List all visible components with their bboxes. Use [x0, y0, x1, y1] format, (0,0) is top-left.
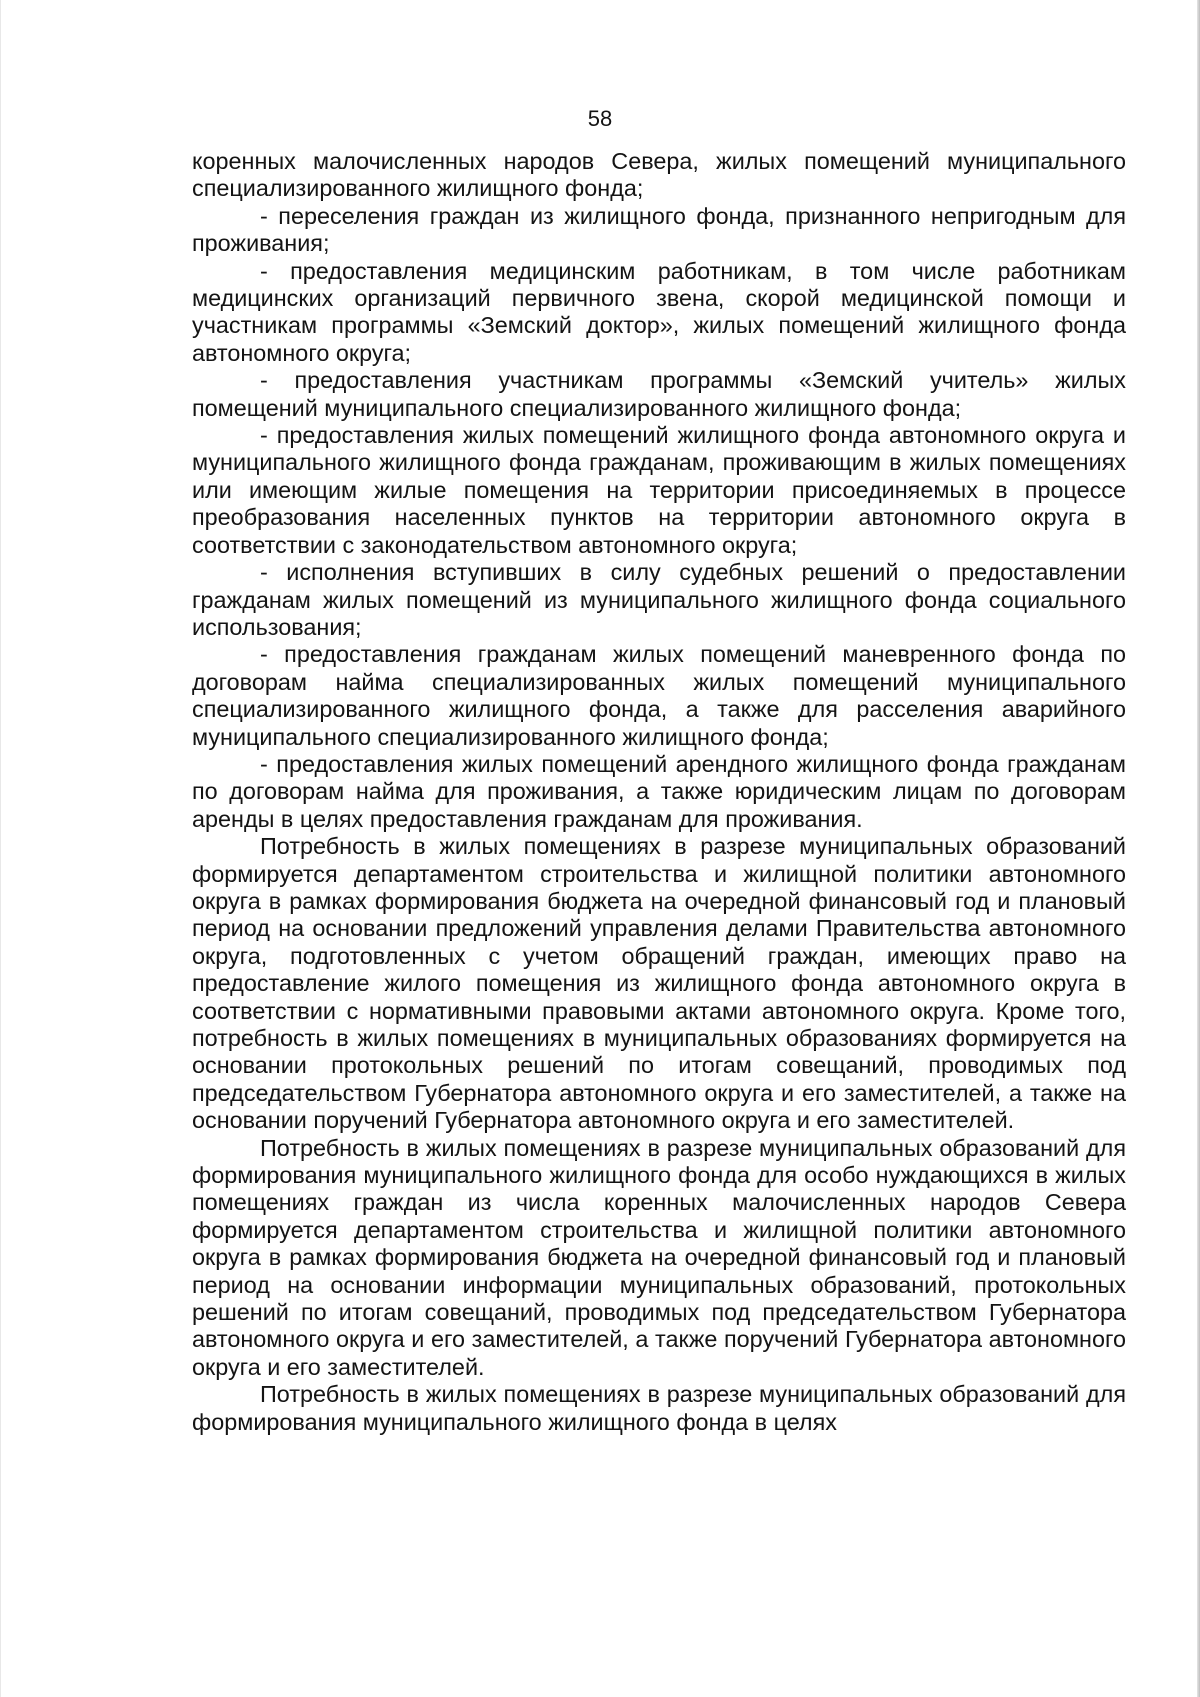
- list-item-paragraph: - предоставления жилых помещений жилищного фонда автономного округа и муниципального жилищного фонда гражданам, проживающим в жилых помещениях или имеющим жилые помещения на территории присоединяемых в процессе преобразования населенных пунктов на территории автономного округа в соответствии с законодательством автономного округа;: [192, 422, 1126, 558]
- document-body: [192, 148, 1126, 1436]
- list-item-paragraph: - исполнения вступивших в силу судебных решений о предоставлении гражданам жилых помещений из муниципального жилищного фонда социального использования;: [192, 559, 1126, 640]
- list-item-paragraph: - предоставления медицинским работникам, в том числе работникам медицинских организаций первичного звена, скорой медицинской помощи и участникам программы «Земский доктор», жилых помещений жилищного фонда автономного округа;: [192, 257, 1126, 366]
- list-item-paragraph: - предоставления жилых помещений арендного жилищного фонда гражданам по договорам найма для проживания, а также юридическим лицам по договорам аренды в целях предоставления гражданам для проживания.: [192, 750, 1126, 832]
- paragraph: Потребность в жилых помещениях в разрезе муниципальных образований для формирования муниципального жилищного фонда в целях: [192, 1381, 1126, 1435]
- paragraph: Потребность в жилых помещениях в разрезе муниципальных образований формируется департаментом строительства и жилищной политики автономного округа в рамках формирования бюджета на очередной финансовый год и плановый период на основании предложений управления делами Правительства автономного округа, подготовленных с учетом обращений граждан, имеющих право на предоставление жилого помещения из жилищного фонда автономного округа в соответствии с нормативными правовыми актами автономного округа. Кроме того, потребность в жилых помещениях в муниципальных образованиях формируется на основании протокольных решений по итогам совещаний, проводимых под председательством Губернатора автономного округа и его заместителей, а также на основании поручений Губернатора автономного округа и его заместителей.: [192, 833, 1126, 1134]
- page-number: 58: [587, 106, 613, 131]
- scan-edge-left: [0, 0, 1, 1697]
- paragraph: Потребность в жилых помещениях в разрезе муниципальных образований для формирования муниципального жилищного фонда для особо нуждающихся в жилых помещениях граждан из числа коренных малочисленных народов Севера формируется департаментом строительства и жилищной политики автономного округа в рамках формирования бюджета на очередной финансовый год и плановый период на основании информации муниципальных образований, протокольных решений по итогам совещаний, проводимых под председательством Губернатора автономного округа и его заместителей, а также поручений Губернатора автономного округа и его заместителей.: [192, 1134, 1126, 1380]
- list-item-paragraph: - предоставления участникам программы «Земский учитель» жилых помещений муниципального специализированного жилищного фонда;: [192, 367, 1126, 421]
- list-item-paragraph: - переселения граждан из жилищного фонда, признанного непригодным для проживания;: [192, 202, 1126, 257]
- paragraph: коренных малочисленных народов Севера, жилых помещений муниципального специализированного жилищного фонда;: [192, 148, 1126, 202]
- list-item-paragraph: - предоставления гражданам жилых помещений маневренного фонда по договорам найма специализированных жилых помещений муниципального специализированного жилищного фонда, а также для расселения аварийного муниципального специализированного жилищного фонда;: [192, 641, 1126, 750]
